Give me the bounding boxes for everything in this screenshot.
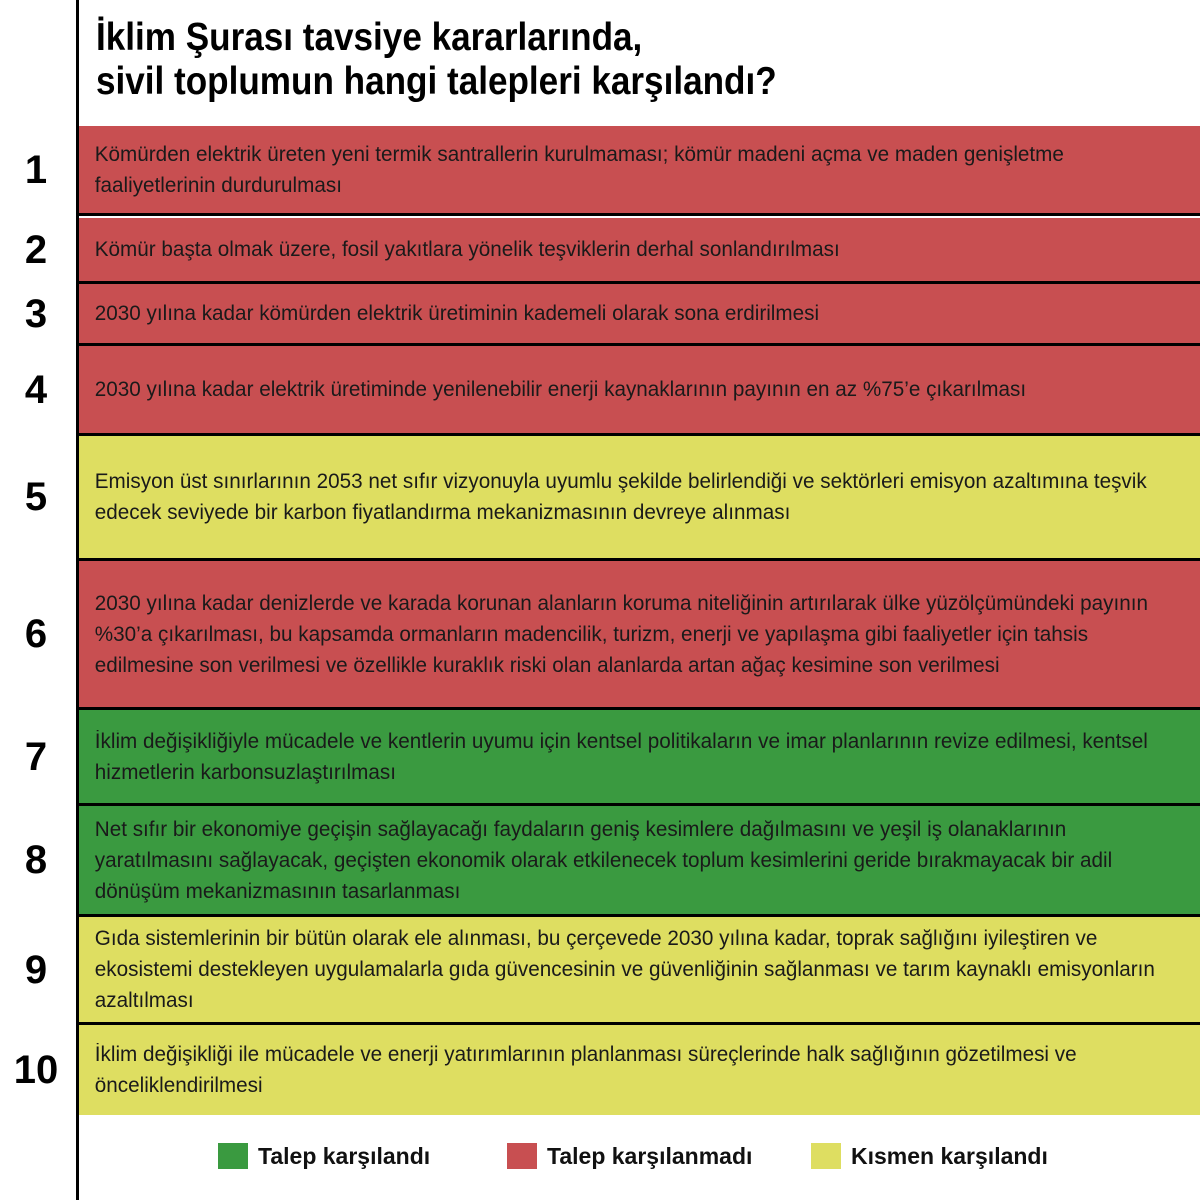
row-number: 10 (13, 1048, 59, 1092)
table-row (79, 710, 1200, 803)
legend-label: Talep karşılanmadı (547, 1142, 753, 1169)
legend-item (507, 1138, 752, 1174)
row-number: 2 (24, 227, 48, 272)
row-number: 6 (24, 612, 48, 656)
table-row (79, 346, 1200, 433)
table-row (79, 1025, 1200, 1115)
table-row (79, 436, 1200, 558)
row-text: Kömür başta olmak üzere, fosil yakıtlara yönelik teşviklerin derhal sonlandırılması (94, 238, 840, 261)
table-row (79, 218, 1200, 281)
row-number: 4 (24, 367, 48, 412)
legend-item (218, 1138, 430, 1174)
table-row (79, 284, 1200, 343)
row-text: İklim değişikliğiyle mücadele ve kentlerin uyumu için kentsel politikaların ve imar planlarının revize edilmesi, kentsel hizmetlerin karbonsuzlaştırılması (94, 729, 1148, 784)
legend-label: Kısmen karşılandı (851, 1142, 1048, 1169)
row-number: 5 (24, 475, 48, 519)
row-number: 3 (24, 291, 48, 336)
title-line-1: İklim Şurası tavsiye kararlarında, (96, 16, 643, 59)
row-text: 2030 yılına kadar denizlerde ve karada korunan alanların koruma niteliğinin artırılarak ülke yüzölçümündeki payının %30’a çıkarılması, bu kapsamda ormanların madencilik, turizm, enerji ve yapılaşma gibi faaliyetler için tahsis edilmesine son verilmesi ve özellikle kuraklık riski olan alanlarda artan ağaç kesimine son verilmesi (94, 591, 1149, 677)
row-text: Kömürden elektrik üreten yeni termik santrallerin kurulmaması; kömür madeni açma ve maden genişletme faaliyetlerinin durdurulması (94, 142, 1064, 197)
chart-title (96, 16, 1077, 104)
legend-swatch (811, 1143, 841, 1169)
row-text: 2030 yılına kadar kömürden elektrik üretiminin kademeli olarak sona erdirilmesi (94, 302, 820, 325)
legend-swatch (218, 1143, 248, 1169)
row-text: Gıda sistemlerinin bir bütün olarak ele alınması, bu çerçevede 2030 yılına kadar, toprak sağlığını iyileştiren ve ekosistemi destekleyen uygulamalarla gıda güvencesinin ve güvenliğinin sağlanması ve tarım kaynaklı emisyonların azaltılması (94, 927, 1155, 1012)
table-row (79, 917, 1200, 1022)
table-row (79, 126, 1200, 213)
title-line-2: sivil toplumun hangi talepleri karşılandı? (96, 60, 777, 103)
table-row (79, 561, 1200, 707)
row-number: 1 (24, 147, 48, 192)
row-text: İklim değişikliği ile mücadele ve enerji yatırımlarının planlanması süreçlerinde halk sağlığının gözetilmesi ve önceliklendirilmesi (94, 1043, 1077, 1097)
row-text: Net sıfır bir ekonomiye geçişin sağlayacağı faydaların geniş kesimlere dağılmasını ve yeşil iş olanaklarının yaratılmasını sağlayacak, geçişten ekonomik olarak etkilenecek toplum kesimlerini geride bırakmayacak bir adil dönüşüm mekanizmasının tasarlanması (94, 817, 1113, 903)
legend (0, 1138, 1200, 1174)
legend-label: Talep karşılandı (258, 1142, 431, 1169)
row-text: 2030 yılına kadar elektrik üretiminde yenilenebilir enerji kaynaklarının payının en az %75’e çıkarılması (94, 378, 1027, 401)
legend-swatch (507, 1143, 537, 1169)
table-row (79, 806, 1200, 914)
row-divider (79, 213, 1200, 216)
row-number: 9 (24, 947, 48, 992)
row-number: 8 (24, 838, 48, 882)
row-text: Emisyon üst sınırlarının 2053 net sıfır vizyonuyla uyumlu şekilde belirlendiği ve sektörleri emisyon azaltımına teşvik edecek seviyede bir karbon fiyatlandırma mekanizmasının devreye alınması (94, 470, 1147, 524)
row-number: 7 (24, 734, 48, 779)
legend-item (811, 1138, 1048, 1174)
